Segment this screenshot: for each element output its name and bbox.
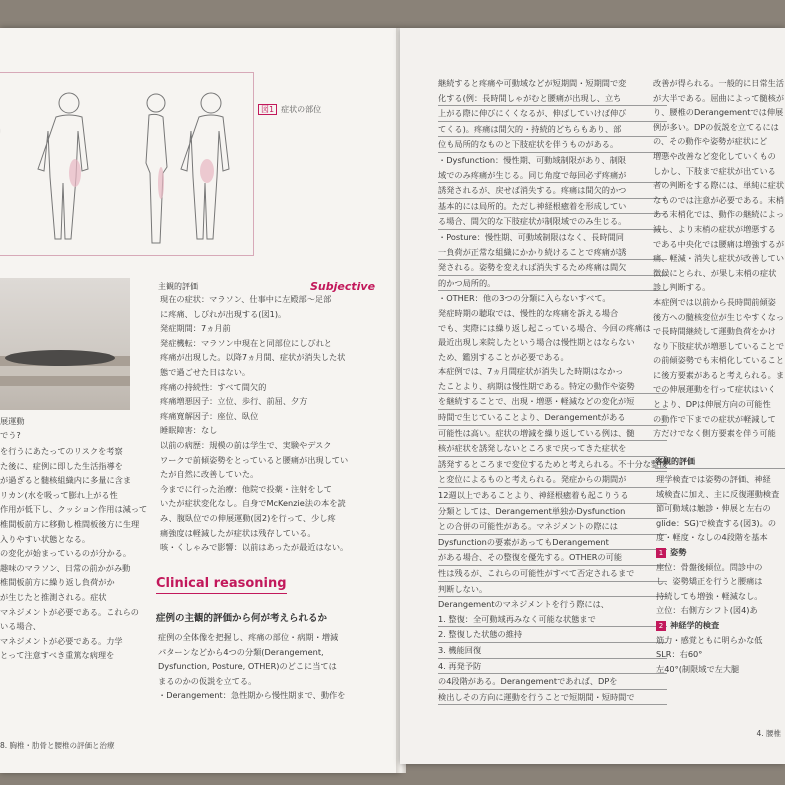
objective-text	[656, 472, 779, 676]
text-line: しかし、下肢まで症状が出ている	[653, 165, 776, 176]
text-line: ・OTHER：他の3つの分類に入らないすべて。	[438, 293, 611, 304]
text-line: なものでは注意が必要である。末梢	[653, 194, 785, 205]
text-line: 誘発されるが、戻せば消失する。疼痛は間欠的かつ	[438, 183, 667, 199]
text-line: 節可動域は触診・伸展と左右の	[656, 503, 771, 514]
text-line: たが自然に改善していた。	[160, 469, 259, 480]
text-line: とより、DPは伸展方向の可能性	[653, 399, 771, 410]
text-line: 椎間板前方に移動し椎間板後方に生理	[0, 518, 140, 529]
text-line: ・Dysfunction：慢性期、可動域制限があり、制限	[438, 154, 627, 165]
text-line: 減し、より末梢の症状が増悪する	[653, 223, 776, 234]
text-line: 上がる際に伸びにくくなるが、伸ばしていけば伸び	[438, 106, 667, 122]
neuro-label: 神経学的検査	[670, 619, 720, 630]
text-line: でも、実際には繰り返し起こっている場合、今回の疼痛は	[438, 322, 651, 333]
text-line: 痛、軽減・消失し症状が改善してい	[653, 253, 785, 264]
neuro-heading	[656, 618, 779, 633]
text-line: glide：SG)で検査する(図3)。の	[656, 517, 777, 528]
text-line: 度・軽度・なしの4段階を基本	[656, 532, 768, 543]
text-line: SLR：右60°	[656, 649, 703, 660]
text-line: る場合、間欠的な下肢症状が制限域でのみ生じる。	[438, 214, 667, 230]
text-line: 趣味のマラソン、日常の前かがみ動	[0, 562, 131, 573]
text-line: Derangementのマネジメントを行う際には、	[438, 599, 609, 610]
text-line: パターンなどから4つの分類(Derangement,	[158, 646, 324, 657]
text-line: 本症例では、7ヵ月間症状が消失した時期はなかっ	[438, 366, 624, 377]
text-line: マネジメントが必要である。力学	[0, 635, 123, 646]
text-line: が生じたと推測される。症状	[0, 591, 107, 602]
posture-label: 姿勢	[670, 546, 687, 557]
right-main-text	[438, 76, 667, 705]
text-line: てくる)。疼痛は間欠的・持続的どちらもあり、部	[438, 122, 667, 138]
text-line: との合併の可能性がある。マネジメントの際には	[438, 519, 667, 535]
text-line: リカン(水を吸って膨れ上がる性	[0, 489, 118, 500]
right-page	[400, 28, 785, 764]
text-line: 睡眠障害：なし	[160, 425, 218, 436]
text-line: た後に、症例に即した生活指導を	[0, 460, 123, 471]
subjective-badge: Subjective	[310, 280, 376, 293]
text-line: 化する(例：長時間しゃがむと腰痛が出現し、立ち	[438, 91, 667, 107]
left-page	[0, 28, 400, 773]
text-line: が大半である。屈曲によって髄核が	[653, 92, 785, 103]
section-number-badge: 2	[656, 621, 666, 631]
text-line: 可能性は高い。症状の増減を繰り返している例は、髄	[438, 426, 667, 442]
text-line: 疼痛増悪因子：立位、歩行、前屈、夕方	[160, 396, 308, 407]
text-line: 今までに行った治療：他院で投薬・注射をして	[160, 483, 332, 494]
text-line: なり下肢症状が増悪していることで	[653, 340, 785, 351]
text-line: 立位：右側方シフト(図4)あ	[656, 605, 758, 616]
text-line: 発される。姿勢を変えれば消失するため疼痛は間欠	[438, 260, 667, 276]
text-line: 発症時期の聴取では、慢性的な疼痛を訴える場合	[438, 307, 619, 318]
text-line: み、腹臥位での伸展運動(図2)を行って、少し疼	[160, 512, 336, 523]
extension-exercise-photo	[0, 278, 130, 410]
text-line: Dysfunction, Posture, OTHER)のどこに当ては	[158, 661, 337, 672]
text-line: 左40°(制限域で左大腿	[656, 663, 740, 674]
text-line: 痛強度は軽減したが症状は残存している。	[160, 527, 316, 538]
right-page-footer: 4. 腰椎	[756, 729, 781, 738]
text-line: 性は残るが、これらの可能性がすべて否定されるまで	[438, 566, 667, 582]
text-line: を行うにあたってのリスクを考察	[0, 446, 123, 456]
text-line: 筋力・感覚ともに明らかな低	[656, 634, 763, 645]
text-line: 徴候にとられ、が果し末梢の症状	[653, 267, 777, 278]
text-line: 座位：骨盤後傾位。問診中の	[656, 561, 763, 572]
text-line: 発症機転：マラソン中現在と同部位にしびれと	[160, 337, 332, 348]
text-line: の前傾姿勢でも末梢化していること	[653, 355, 785, 366]
text-line: 診し判断する。	[653, 282, 711, 293]
text-line: の、その動作や姿勢が症状にど	[653, 136, 768, 147]
text-line: 以前の病歴：規模の前は学生で、実験やデスク	[160, 439, 332, 450]
text-line: 分類としては、Derangement単独かDysfunction	[438, 504, 667, 520]
text-line: ・Posture：慢性期、可動域制限はなく、長時間同	[438, 231, 624, 242]
text-line: 入りやすい状態となる。	[0, 533, 91, 544]
objective-heading: 客観的評価	[655, 456, 785, 469]
text-line: 者の判断をする際には、単純に症状	[653, 180, 785, 191]
text-line: 方だけでなく側方要素を伴う可能	[653, 428, 776, 439]
text-line: マネジメントが必要である。これらの	[0, 606, 139, 617]
text-line: 位も局所的なものと下肢症状を伴うものがある。	[438, 137, 667, 153]
text-line: ・Derangement：急性期から慢性期まで、動作を	[158, 690, 346, 701]
text-line: 本症例では以前から長時間前傾姿	[653, 296, 776, 307]
text-line: の変化が始まっているのが分かる。	[0, 548, 132, 559]
subjective-heading: 主観的評価	[158, 282, 198, 291]
text-line: の4段階がある。Derangementであれば、DPを	[438, 674, 667, 690]
figure-1-title: 症状の部位	[281, 105, 322, 114]
text-line: 時間で生じていることより、Derangementがある	[438, 410, 667, 426]
figure-1-number: 図1	[258, 104, 277, 115]
text-line: Dysfunctionの要素があってもDerangement	[438, 535, 667, 551]
question-heading: 症例の主観的評価から何が考えられるか	[156, 613, 328, 624]
text-line: で長時間継続して運動負荷をかけ	[653, 326, 776, 337]
text-line: での伸展運動を行って症状はいく	[653, 384, 776, 395]
text-line: と変位によるものと考えられる。発症からの期間が	[438, 472, 667, 488]
text-line: 判断しない。	[438, 582, 667, 598]
photo-caption: 展運動	[0, 416, 25, 426]
lying-person-image	[0, 278, 130, 410]
text-line: いる場合、	[0, 621, 41, 632]
text-line: 最近出現し来院したという場合は慢性期とはならない	[438, 337, 635, 348]
text-line: まるのかの仮説を立てる。	[158, 675, 257, 686]
text-line: 検出しその方向に運動を行うことで短期間・短時間で	[438, 690, 667, 706]
text-line: に後方要素があると考えられる。ま	[653, 369, 785, 380]
right-side-text	[653, 76, 784, 441]
text-line: 疼痛寛解因子：座位、臥位	[160, 410, 259, 421]
text-line: 例が多い。DPの仮説を立てるには	[653, 121, 779, 132]
text-line: たことより、病期は慢性期である。特定の動作や姿勢	[438, 379, 667, 395]
body-figures-illustration	[0, 73, 253, 255]
text-line: し、姿勢矯正を行うと腰痛は	[656, 576, 763, 587]
text-line: 症例の全体像を把握し、疼痛の部位・病期・増減	[158, 632, 339, 642]
text-line: 4. 再発予防	[438, 659, 667, 675]
text-line: 理学検査では姿勢の評価、神経	[656, 474, 771, 484]
text-line: 現在の症状：マラソン、仕事中に左殿部～足部	[160, 294, 332, 304]
text-line: が過ぎると髄核組織内に多量に含ま	[0, 475, 132, 486]
text-line: 咳・くしゃみで影響：以前はあったが最近はない。	[160, 542, 349, 553]
text-line: に疼痛、しびれが出現する(図1)。	[160, 308, 287, 319]
text-line: いたが症状変化なし。自身でMcKenzie法の本を読	[160, 498, 346, 509]
text-line: 疼痛が出現した。以降7ヵ月間、症状が消失した状	[160, 352, 346, 363]
left-page-footer: 8. 胸椎・肋骨と腰椎の評価と治療	[0, 741, 115, 750]
text-line: ある末梢化では、動作の継続によっ	[653, 209, 785, 220]
text-line: 改善が得られる。一般的に日常生活	[653, 78, 785, 88]
text-line: 後方への髄核変位が生じやすくなっ	[653, 311, 785, 322]
posture-heading	[656, 545, 779, 560]
figure-1-box	[0, 72, 254, 256]
text-line: 発症期間：7ヵ月前	[160, 323, 231, 334]
text-line: である中央化では腰痛は増強するが	[653, 238, 785, 249]
text-line: 3. 機能回復	[438, 643, 667, 659]
text-line: 核が症状を誘発しないところまで戻ってきた症状を	[438, 441, 667, 457]
subjective-text	[160, 292, 348, 555]
text-line: 継続すると疼痛や可動域などが短期間・短期間で変	[438, 78, 627, 88]
text-line: ワークで前傾姿勢をとっていると腰痛が出現してい	[160, 454, 349, 465]
text-line: 態で過ごせた日はない。	[160, 366, 251, 377]
clinical-reasoning-title: Clinical reasoning	[156, 576, 287, 594]
clinical-reasoning-text	[158, 630, 345, 703]
text-line: 基本的には局所的。ただし神経根癒着を形成してい	[438, 199, 667, 215]
text-line: とって注意すべき重篤な病理を	[0, 650, 115, 661]
text-line: を継続することで、出現・増悪・軽減などの変化が短	[438, 394, 667, 410]
text-line: 的かつ局所的。	[438, 276, 667, 292]
text-line: 1. 整復：全可動域再みなく可能な状態まで	[438, 612, 667, 628]
text-line: り、腰椎のDerangementでは伸展	[653, 107, 784, 118]
text-line: 域検査に加え、主に反復運動検査	[656, 488, 780, 499]
text-line: 作用が低下し、クッション作用は減って	[0, 504, 148, 515]
section-number-badge: 1	[656, 548, 666, 558]
text-line: 疼痛の持続性：すべて間欠的	[160, 381, 267, 392]
left-column-text	[0, 444, 147, 663]
text-line: がある場合、その整復を優先する。OTHERの可能	[438, 550, 667, 566]
text-line: の動作で下までの症状が軽減して	[653, 413, 776, 424]
text-line: 増悪や改善など変化していくもの	[653, 150, 776, 161]
text-line: 誘発するところまで変位するためと考えられる。不十分な整復	[438, 457, 667, 473]
text-line: 2. 整復した状態の維持	[438, 627, 667, 643]
text-line: 12週以上であることより、神経根癒着も起こりうる	[438, 488, 667, 504]
text-line: ため、鑑別することが必要である。	[438, 351, 569, 362]
text-line: 一負荷が正常な組織にかかり続けることで疼痛が誘	[438, 245, 667, 261]
figure-1-caption	[258, 104, 321, 115]
photo-caption-2: でう?	[0, 430, 21, 440]
text-line: 椎間板前方に繰り返し負荷がか	[0, 577, 115, 588]
text-line: 持続しても増強・軽減なし。	[656, 590, 763, 601]
text-line: 域でのみ疼痛が生じる。同じ角度で毎回必ず疼痛が	[438, 168, 667, 184]
